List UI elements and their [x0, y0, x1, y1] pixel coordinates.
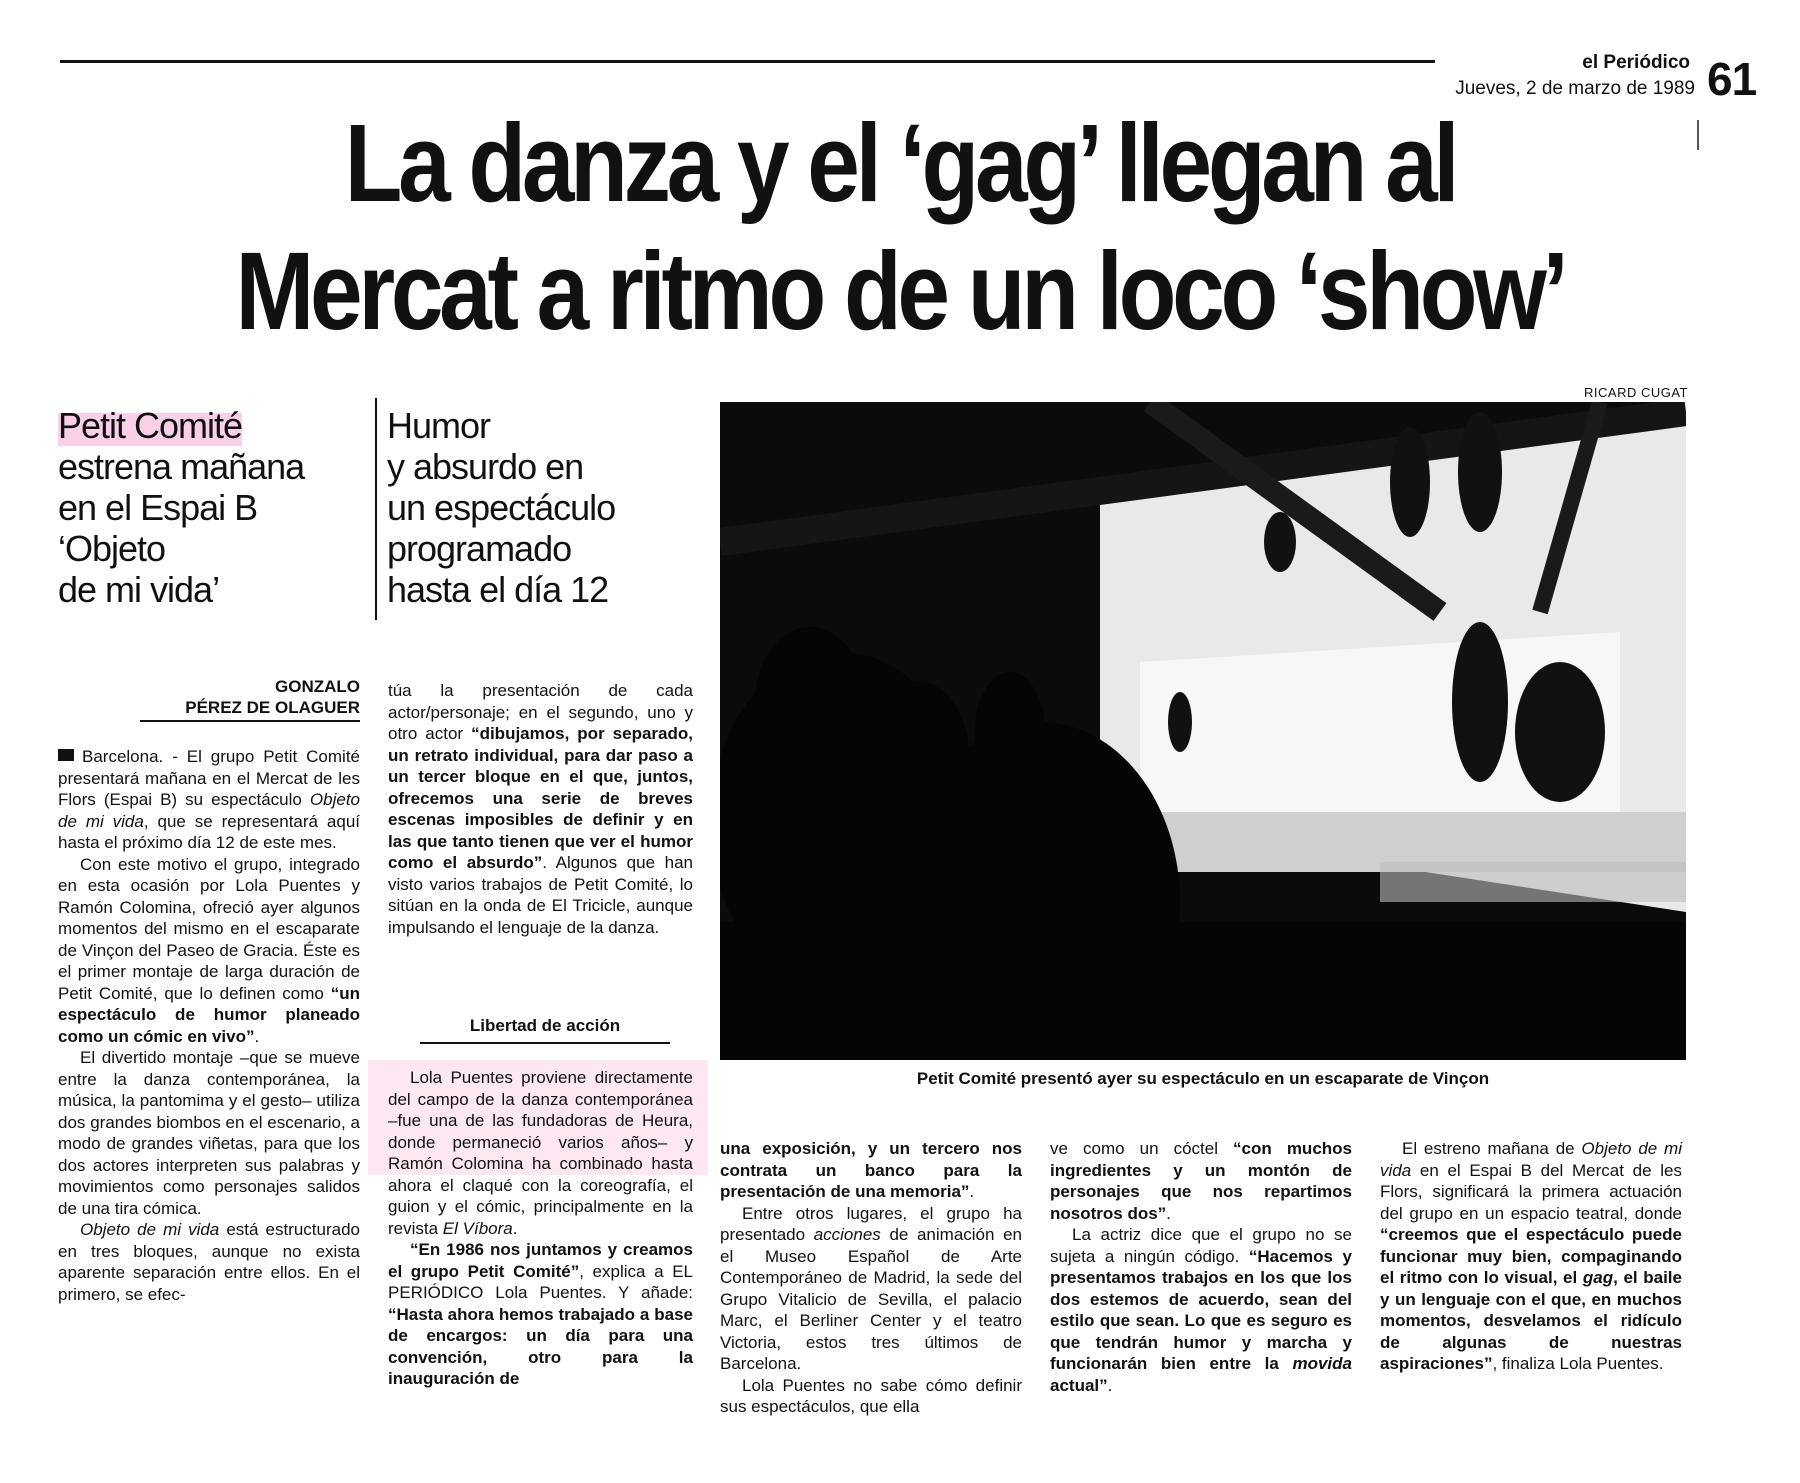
deck-right-line: Humor	[387, 405, 491, 446]
headline	[169, 100, 1631, 356]
article-column-1	[58, 746, 360, 1305]
paragraph: Con este motivo el grupo, integrado en esta ocasión por Lola Puentes y Ramón Colomina, ofreció ayer algunos momentos del mismo en el escaparate de Vinçon del Paseo de Gracia. Éste es el primer montaje de larga duración de Petit Comité, que lo definen como “un espectáculo de humor planeado como un cómic en vivo”.	[58, 854, 360, 1046]
paragraph: túa la presentación de cada actor/personaje; en el segundo, uno y otro actor “dibujamos, por separado, un retrato individual, para dar paso a un tercer bloque en el que, juntos, ofrecemos una serie de breves escenas imposibles de definir y en las que tanto tienen que ver el humor como el absurdo”. Algunos que han visto varios trabajos de Petit Comité, lo sitúan en la onda de El Tricicle, aunque impulsando el lenguaje de la danza.	[388, 681, 693, 937]
page-number: 61	[1707, 53, 1757, 105]
subhead: Libertad de acción	[469, 1016, 621, 1035]
headline-line-2: Mercat a ritmo de un loco ‘show’	[235, 230, 1565, 353]
deck-right-line: un espectáculo	[387, 487, 616, 528]
top-rule	[60, 60, 1435, 63]
deck-left-line: estrena mañana	[58, 446, 305, 487]
paragraph: Entre otros lugares, el grupo ha presentado acciones de animación en el Museo Español de Arte Contemporáneo de Madrid, la sede del Grupo Vitalicio de Sevilla, el palacio Marc, el Berliner Center y el teatro Victoria, estos tres últimos de Barcelona.	[720, 1203, 1022, 1373]
deck-divider	[375, 398, 377, 620]
byline-last-name: PÉREZ DE OLAGUER	[185, 698, 360, 717]
paragraph: Objeto de mi vida está estructurado en tres bloques, aunque no exista aparente separación entre ellos. En el primero, se efec-	[58, 1220, 360, 1304]
article-column-2-continued	[388, 1067, 693, 1390]
paragraph: Lola Puentes no sabe cómo definir sus espectáculos, que ella	[720, 1375, 1022, 1416]
paragraph: Barcelona. - El grupo Petit Comité presentará mañana en el Mercat de les Flors (Espai B) su espectáculo Objeto de mi vida, que se representará aquí hasta el próximo día 12 de este mes.	[58, 747, 360, 852]
byline-rule	[140, 720, 360, 722]
deck-left-line: ‘Objeto	[58, 528, 166, 569]
paragraph: La actriz dice que el grupo no se sujeta a ningún código. “Hacemos y presentamos trabajos en los que los dos estemos de acuerdo, sean del estilo que sean. Lo que es seguro es que tendrán humor y marcha y funcionarán bien entre la movida actual”.	[1050, 1225, 1352, 1395]
paragraph: El divertido montaje –que se mueve entre la danza contemporánea, la música, la pantomima y el gesto– utiliza dos grandes biombos en el escenario, a modo de grandes viñetas, para que los dos actores interpreten sus palabras y movimientos como personajes salidos de una tira cómica.	[58, 1048, 360, 1218]
masthead-date: Jueves, 2 de marzo de 1989	[1455, 78, 1695, 99]
paragraph: Lola Puentes proviene directamente del campo de la danza contemporánea –fue una de las fundadoras de Heura, donde permaneció varios años– y Ramón Colomina ha combinado hasta ahora el claqué con la coreografía, el guion y el cómic, principalmente en la revista El Víbora.	[388, 1068, 693, 1238]
stage-photo-image	[720, 402, 1686, 1060]
article-column-5	[1380, 1138, 1682, 1375]
deck-left	[58, 405, 358, 610]
masthead-name: el Periódico	[1582, 52, 1690, 73]
paragraph: ve como un cóctel “con muchos ingredientes y un montón de personajes que nos repartimos nosotros dos”.	[1050, 1139, 1352, 1223]
paragraph: una exposición, y un tercero nos contrata un banco para la presentación de una memoria”.	[720, 1139, 1022, 1201]
paragraph: “En 1986 nos juntamos y creamos el grupo Petit Comité”, explica a EL PERIÓDICO Lola Puentes. Y añade: “Hasta ahora hemos trabajado a base de encargos: un día para una convención, otro para la inauguración de	[388, 1240, 693, 1388]
photo-caption: Petit Comité presentó ayer su espectáculo en un escaparate de Vinçon	[916, 1069, 1490, 1088]
deck-left-line: en el Espai B	[58, 487, 258, 528]
deck-left-line: de mi vida’	[58, 569, 220, 610]
stage-photo	[720, 402, 1686, 1060]
headline-line-1: La danza y el ‘gag’ llegan al	[344, 102, 1456, 225]
deck-highlight: Petit Comité	[58, 405, 243, 446]
deck-right-line: y absurdo en	[387, 446, 584, 487]
deck-right	[387, 405, 707, 610]
article-column-3	[720, 1138, 1022, 1418]
margin-rule	[1697, 120, 1699, 150]
photo-credit: RICARD CUGAT	[1584, 385, 1688, 400]
deck-right-line: programado	[387, 528, 572, 569]
article-column-4	[1050, 1138, 1352, 1396]
deck-right-line: hasta el día 12	[387, 569, 609, 610]
byline	[120, 676, 360, 718]
article-column-2	[388, 680, 693, 938]
subhead-rule	[420, 1042, 670, 1044]
paragraph: El estreno mañana de Objeto de mi vida en el Espai B del Mercat de les Flors, significará la primera actuación del grupo en un espacio teatral, donde “creemos que el espectáculo puede funcionar muy bien, compaginando el ritmo con lo visual, el gag, el baile y un lenguaje con el que, en muchos momentos, desvelamos el ridículo de algunas de nuestras aspiraciones”, finaliza Lola Puentes.	[1380, 1139, 1682, 1373]
byline-first-name: GONZALO	[275, 677, 360, 696]
bullet-square-icon	[58, 749, 74, 761]
